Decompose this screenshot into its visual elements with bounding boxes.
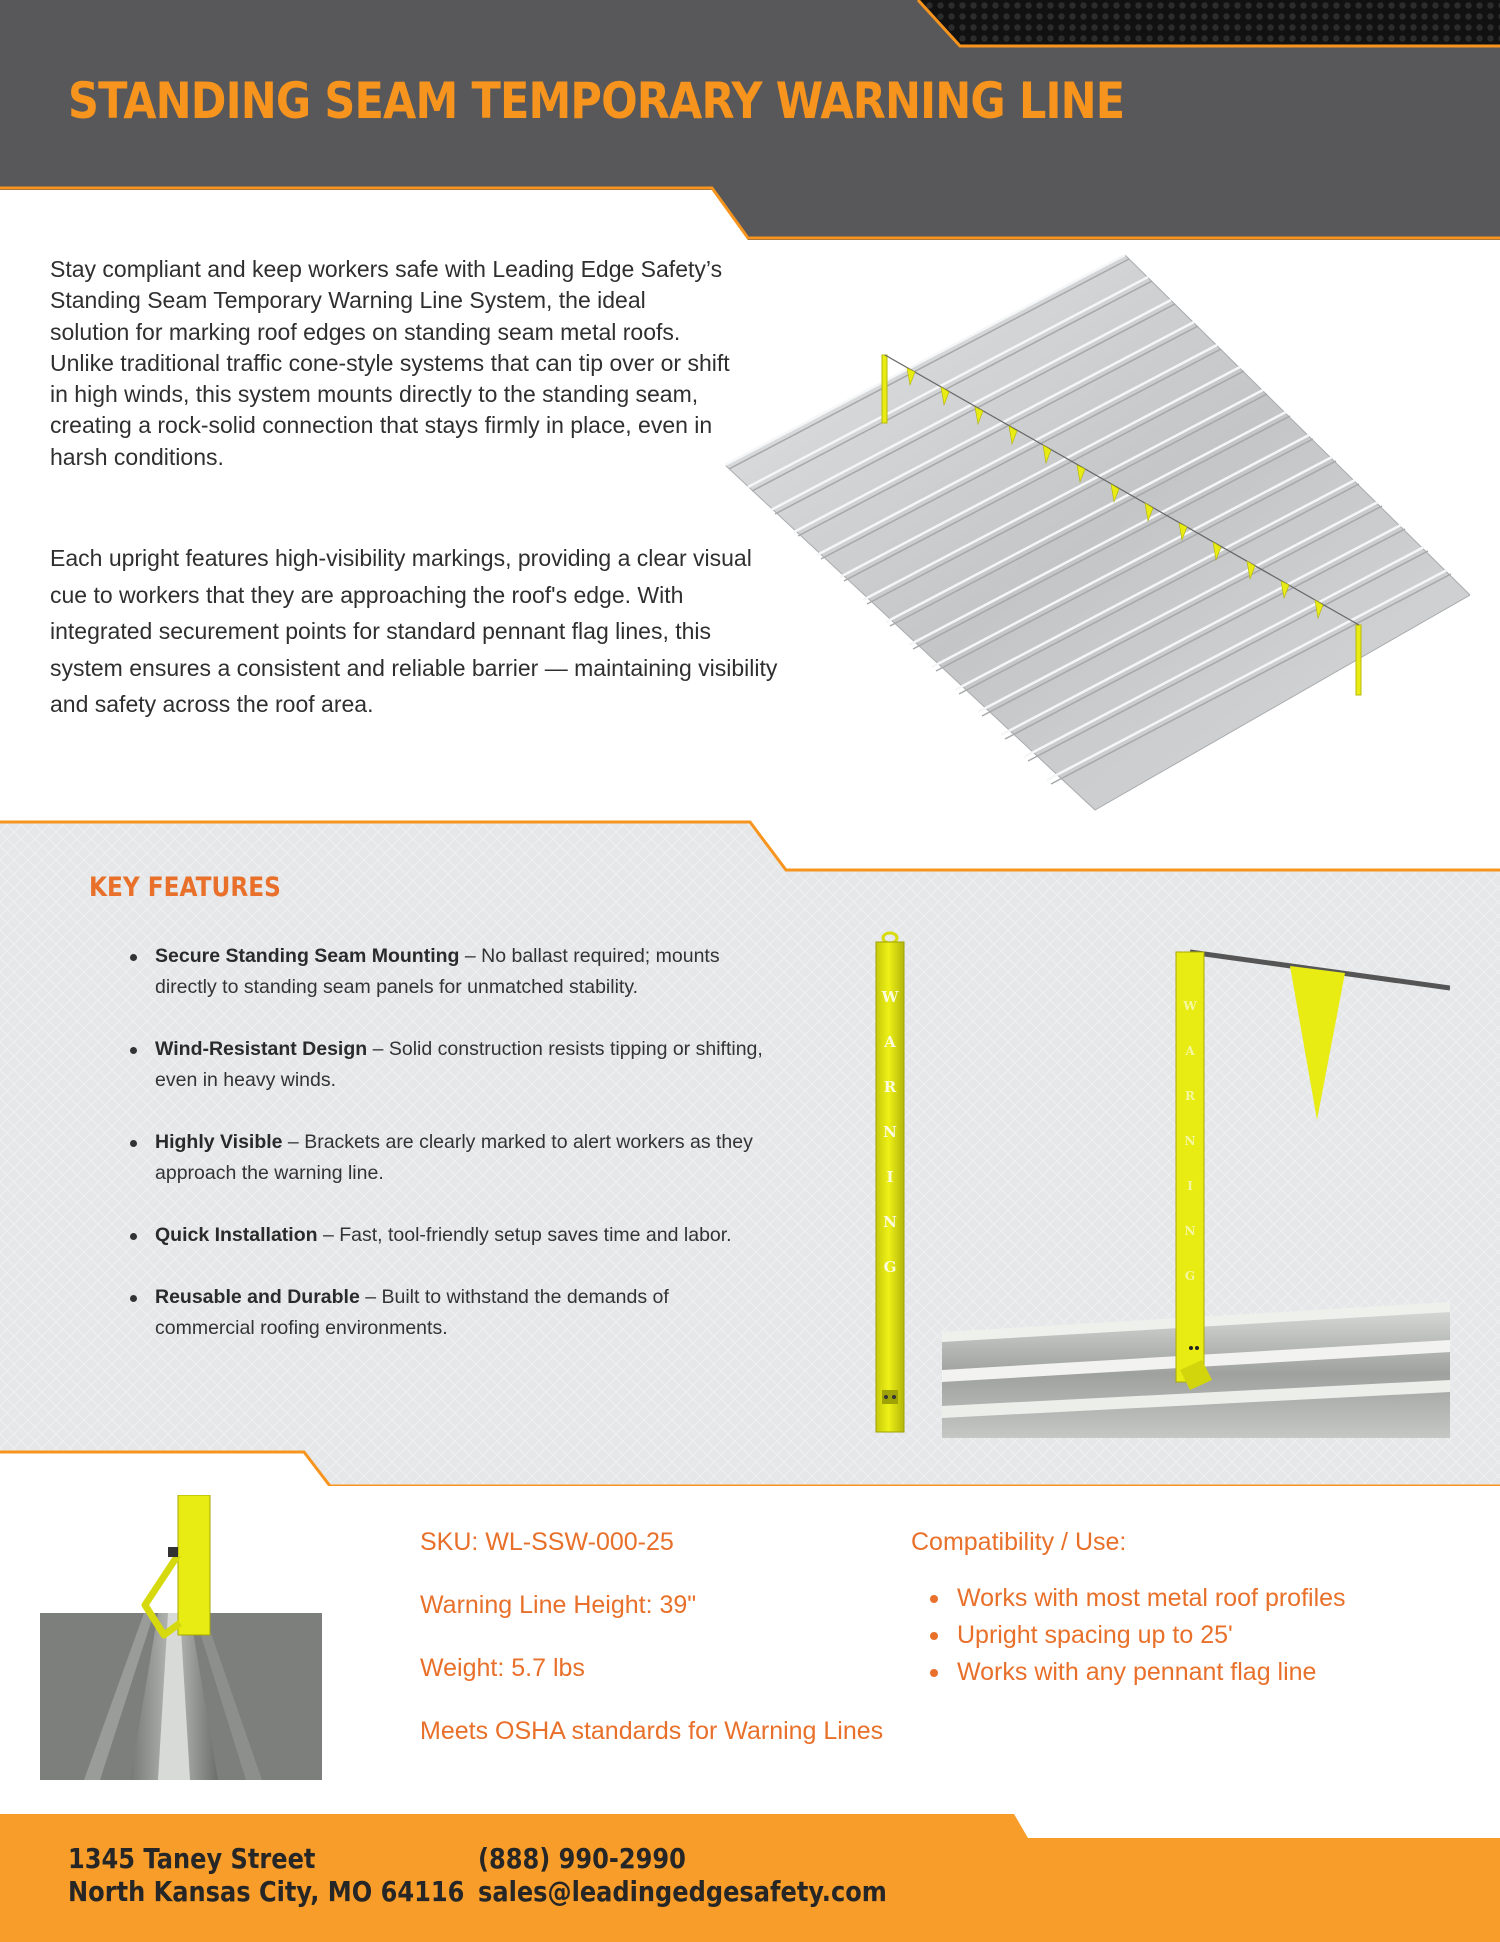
compatibility-item: Works with any pennant flag line bbox=[930, 1654, 1346, 1691]
svg-text:A: A bbox=[884, 1033, 896, 1051]
seam-clamp-closeup-illustration bbox=[40, 1495, 322, 1780]
feature-text: – Fast, tool-friendly setup saves time and labor. bbox=[317, 1224, 732, 1246]
feature-text: – Solid construction resists tipping or shifting, even in heavy winds. bbox=[155, 1038, 763, 1091]
feature-item bbox=[130, 1282, 770, 1344]
svg-text:G: G bbox=[1184, 1269, 1196, 1283]
intro-paragraph-1: Stay compliant and keep workers safe with Leading Edge Safety’s Standing Seam Temporary Warning Line System, the ideal solution for marking roof edges on standing seam metal roofs. Unlike traditional traffic cone-style systems that can tip over or shift in high winds, this system mounts directly to the standing seam, creating a rock-solid connection that stays firmly in place, even in harsh conditions. bbox=[50, 256, 730, 470]
feature-title: Quick Installation bbox=[155, 1224, 318, 1246]
compatibility-list bbox=[930, 1580, 1346, 1691]
compatibility-item: Upright spacing up to 25' bbox=[930, 1617, 1346, 1654]
svg-text:I: I bbox=[1187, 1179, 1193, 1193]
intro-paragraph-2: Each upright features high-visibility markings, providing a clear visual cue to workers that they are approaching the roof's edge. With integrated securement points for standard pennant flag lines, this system ensures a consistent and reliable barrier — maintaining visibility and safety across the roof area. bbox=[50, 545, 778, 718]
spec-sku: SKU: WL-SSW-000-25 bbox=[420, 1528, 674, 1556]
svg-text:N: N bbox=[883, 1213, 897, 1231]
feature-title: Highly Visible bbox=[155, 1131, 283, 1153]
warning-upright-right bbox=[1356, 625, 1361, 695]
svg-text:R: R bbox=[1185, 1089, 1195, 1103]
pennant-flag bbox=[1290, 966, 1345, 1120]
svg-text:I: I bbox=[886, 1168, 894, 1186]
svg-text:G: G bbox=[883, 1258, 897, 1276]
footer-street-address: 1345 Taney Street bbox=[68, 1842, 316, 1875]
feature-list bbox=[130, 941, 770, 1375]
feature-title: Reusable and Durable bbox=[155, 1286, 360, 1308]
svg-text:N: N bbox=[883, 1123, 897, 1141]
svg-text:N: N bbox=[1184, 1134, 1196, 1148]
footer-city-address: North Kansas City, MO 64116 bbox=[68, 1875, 465, 1908]
feature-item bbox=[130, 1220, 770, 1251]
svg-text:W: W bbox=[881, 988, 899, 1006]
spec-weight: Weight: 5.7 lbs bbox=[420, 1654, 585, 1682]
header-dot-pattern bbox=[918, 0, 1500, 46]
svg-text:W: W bbox=[1183, 999, 1197, 1013]
mounted-warning-line-illustration bbox=[940, 940, 1450, 1440]
feature-item bbox=[130, 941, 770, 1003]
feature-text: – Brackets are clearly marked to alert workers as they approach the warning line. bbox=[155, 1131, 753, 1184]
feature-text: – No ballast required; mounts directly to standing seam panels for unmatched stability. bbox=[155, 945, 720, 998]
svg-text:N: N bbox=[1184, 1224, 1196, 1238]
page-title: STANDING SEAM TEMPORARY WARNING LINE bbox=[68, 72, 1125, 130]
feature-text: – Built to withstand the demands of commercial roofing environments. bbox=[155, 1286, 669, 1339]
svg-text:A: A bbox=[1185, 1044, 1195, 1058]
footer-phone[interactable]: (888) 990-2990 bbox=[478, 1842, 686, 1875]
compatibility-heading: Compatibility / Use: bbox=[911, 1528, 1127, 1556]
warning-upright-illustration bbox=[868, 930, 918, 1440]
warning-upright-left bbox=[882, 355, 887, 423]
footer-email[interactable]: sales@leadingedgesafety.com bbox=[478, 1875, 887, 1908]
svg-text:R: R bbox=[883, 1078, 897, 1096]
roof-warning-line-illustration bbox=[725, 255, 1470, 815]
spec-osha-compliance: Meets OSHA standards for Warning Lines bbox=[420, 1717, 884, 1745]
feature-title: Wind-Resistant Design bbox=[155, 1038, 368, 1060]
feature-title: Secure Standing Seam Mounting bbox=[155, 945, 460, 967]
key-features-heading: KEY FEATURES bbox=[89, 872, 281, 903]
feature-item bbox=[130, 1127, 770, 1189]
feature-item bbox=[130, 1034, 770, 1096]
compatibility-item: Works with most metal roof profiles bbox=[930, 1580, 1346, 1617]
spec-height: Warning Line Height: 39" bbox=[420, 1591, 697, 1619]
